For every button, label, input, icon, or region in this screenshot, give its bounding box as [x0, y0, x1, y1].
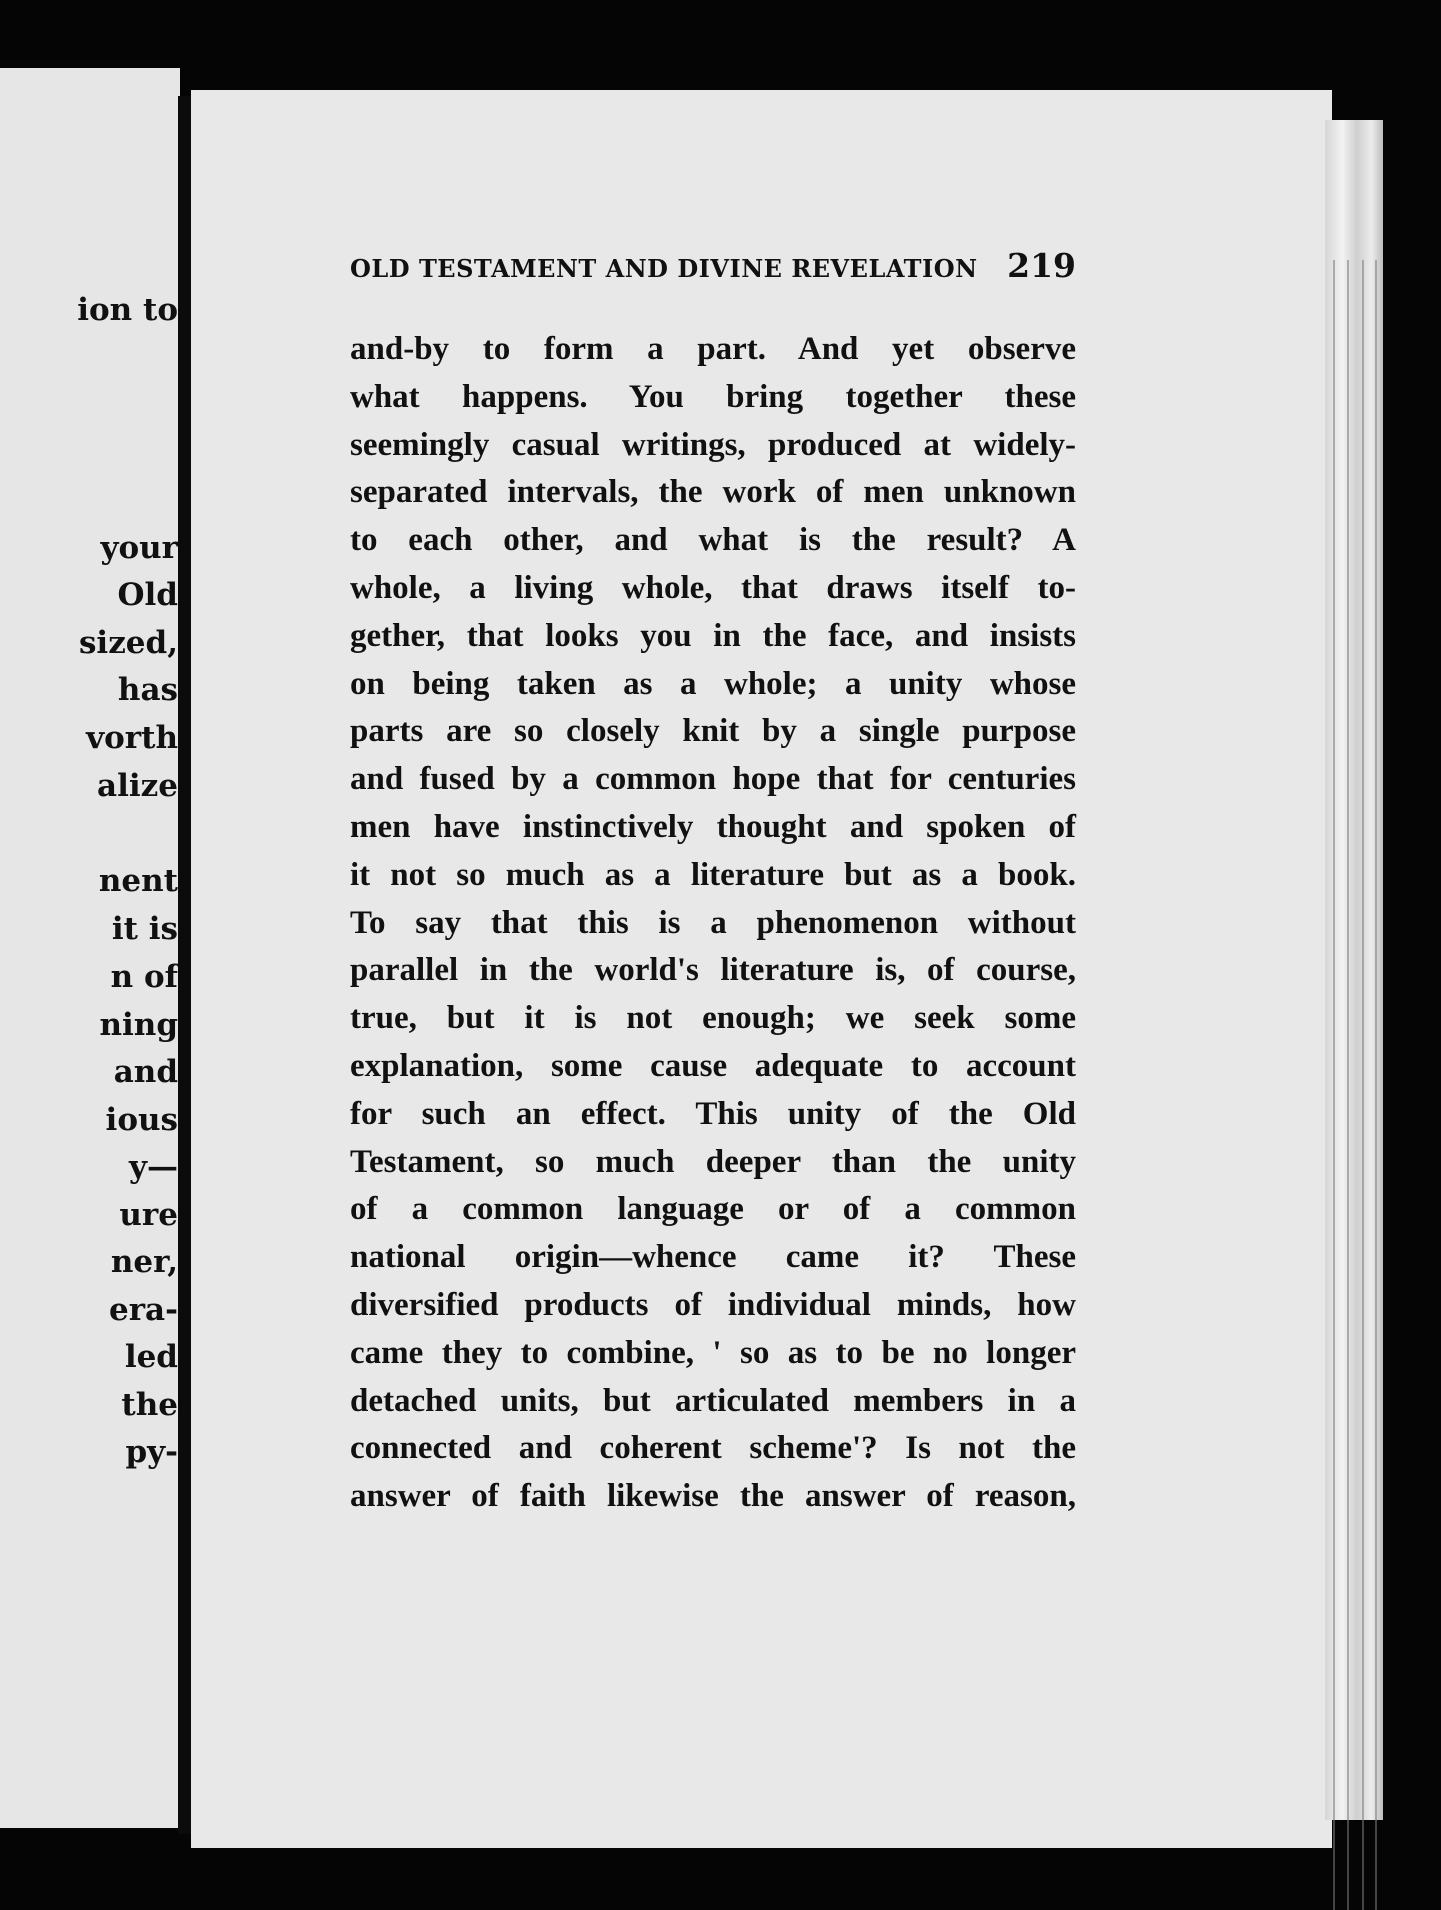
- text-line: to each other, and what is the result? A: [350, 522, 1076, 559]
- left-page-text-fragment: y—: [128, 1149, 178, 1185]
- page-edge-line: [1347, 260, 1349, 1910]
- text-line: whole, a living whole, that draws itself to-: [350, 569, 1076, 606]
- left-page-text-fragment: alize: [97, 768, 178, 804]
- page-edges: [1325, 120, 1383, 1820]
- left-page-text-fragment: and: [113, 1054, 178, 1090]
- left-page-text-fragment: era-: [108, 1292, 178, 1328]
- text-line: To say that this is a phenomenon without: [350, 904, 1076, 941]
- page-edge-line: [1362, 260, 1364, 1910]
- text-line: parallel in the world's literature is, of course,: [350, 952, 1076, 989]
- left-page-text-fragment: nent: [98, 863, 178, 899]
- text-line: of a common language or of a common: [350, 1191, 1076, 1228]
- text-line: and-by to form a part. And yet observe: [350, 331, 1076, 367]
- text-line: gether, that looks you in the face, and insists: [350, 617, 1076, 654]
- text-line: true, but it is not enough; we seek some: [350, 1000, 1076, 1037]
- left-page-text-fragment: sized,: [78, 625, 178, 661]
- left-page-text-fragment: has: [117, 672, 178, 708]
- text-line: it not so much as a literature but as a book.: [350, 856, 1076, 893]
- text-line: explanation, some cause adequate to account: [350, 1047, 1076, 1084]
- page-number: 219: [1007, 246, 1076, 285]
- left-page-text-fragment: it is: [111, 911, 178, 947]
- book-spine: [178, 96, 192, 1834]
- running-title: OLD TESTAMENT AND DIVINE REVELATION: [350, 254, 978, 283]
- text-line: detached units, but articulated members in a: [350, 1382, 1076, 1419]
- left-page-text-fragment: py-: [125, 1434, 178, 1470]
- text-line: connected and coherent scheme'? Is not the: [350, 1430, 1076, 1467]
- left-page-text-fragment: Old: [117, 577, 178, 613]
- text-line: what happens. You bring together these: [350, 378, 1076, 415]
- left-page-text-fragment: ning: [99, 1007, 178, 1043]
- page-edge-line: [1375, 260, 1377, 1910]
- text-line: on being taken as a whole; a unity whose: [350, 665, 1076, 702]
- left-page-text-fragment: led: [124, 1339, 178, 1375]
- text-line: parts are so closely knit by a single purpose: [350, 713, 1076, 750]
- body-text: [350, 326, 1076, 1521]
- page-edge-line: [1333, 260, 1335, 1910]
- running-header: [350, 246, 1076, 286]
- text-line: came they to combine, ' so as to be no longer: [350, 1334, 1076, 1371]
- text-line: answer of faith likewise the answer of reason,: [350, 1478, 1076, 1515]
- left-page-text-fragment: ious: [105, 1102, 178, 1138]
- left-page-text-fragment: vorth: [86, 720, 178, 756]
- text-line: Testament, so much deeper than the unity: [350, 1143, 1076, 1180]
- left-page-text-fragment: the: [121, 1387, 178, 1423]
- text-line: for such an effect. This unity of the Old: [350, 1095, 1076, 1132]
- left-page-text-fragment: your: [100, 530, 178, 566]
- left-page-text-fragment: ner,: [110, 1244, 178, 1280]
- left-page-text-fragment: ion to: [77, 292, 178, 328]
- text-line: and fused by a common hope that for centuries: [350, 761, 1076, 798]
- text-line: national origin—whence came it? These: [350, 1239, 1076, 1276]
- left-page-text-fragment: ure: [119, 1197, 178, 1233]
- left-page-text-fragment: n of: [110, 959, 178, 995]
- text-line: separated intervals, the work of men unknown: [350, 474, 1076, 511]
- left-page: [0, 68, 180, 1828]
- text-line: diversified products of individual minds, how: [350, 1286, 1076, 1323]
- text-line: men have instinctively thought and spoken of: [350, 808, 1076, 845]
- text-line: seemingly casual writings, produced at widely-: [350, 426, 1076, 463]
